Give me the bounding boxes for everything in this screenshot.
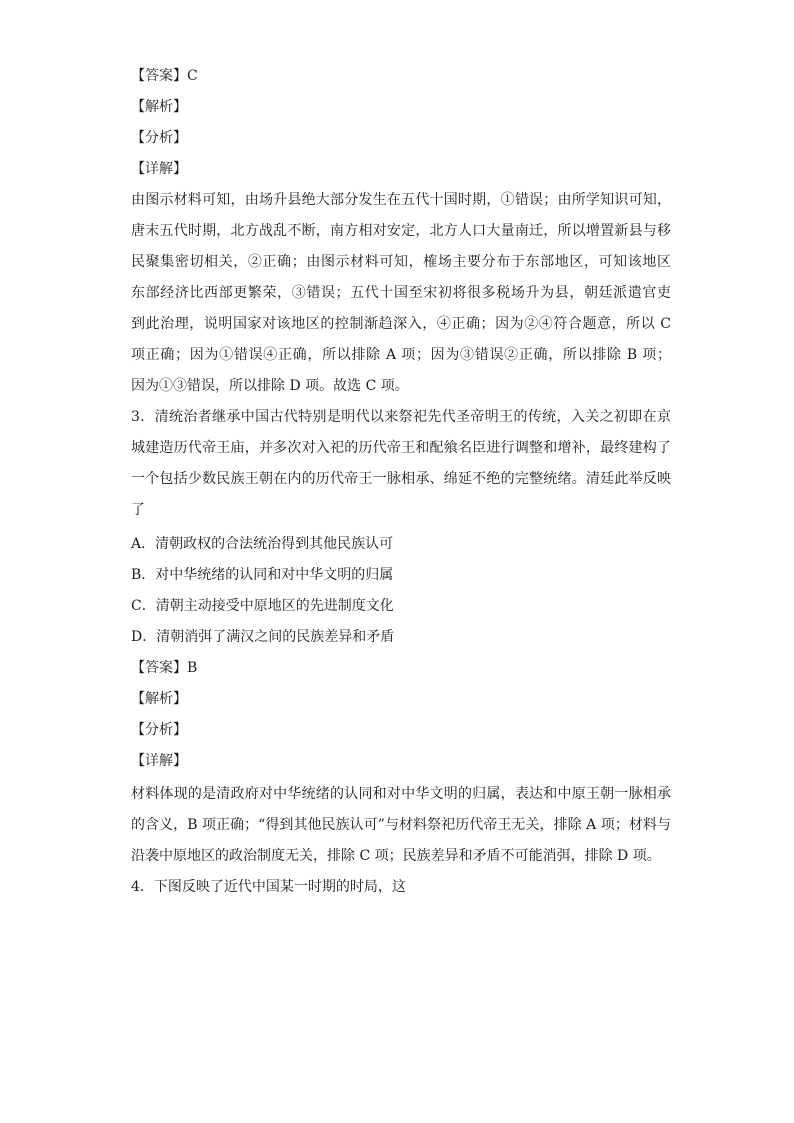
q3-fenxi-tag: 【分析】 [131,722,187,738]
q3-answer-tag: 【答案】B [131,660,198,676]
q2-detail-line: 唐末五代时期，北方战乱不断，南方相对安定，北方人口大量南迁，所以增置新县与移 [131,223,671,239]
q2-detail-line: 因为①③错误，所以排除 D 项。故选 C 项。 [131,378,409,394]
q2-detail-line: 民聚集密切相关，②正确；由图示材料可知，榷场主要分布于东部地区，可知该地区 [131,254,671,270]
q2-detail-line: 项正确；因为①错误④正确，所以排除 A 项；因为③错误②正确，所以排除 B 项； [131,347,671,363]
q2-analysis-tag: 【解析】 [131,99,187,115]
q2-answer-tag: 【答案】C [131,68,198,84]
q2-detail-line: 东部经济比西部更繁荣，③错误；五代十国至宋初将很多税场升为县，朝廷派遣官吏 [131,285,671,301]
q3-detail-line: 材料体现的是清政府对中华统绪的认同和对中华文明的归属，表达和中原王朝一脉相承 [131,786,671,802]
q3-option-c: C．清朝主动接受中原地区的先进制度文化 [131,598,394,614]
q2-detail-line: 由图示材料可知，由场升县绝大部分发生在五代十国时期，①错误；由所学知识可知， [131,192,671,208]
q3-detail-line: 沿袭中原地区的政治制度无关，排除 C 项；民族差异和矛盾不可能消弭，排除 D 项。 [131,848,661,864]
q3-analysis-tag: 【解析】 [131,691,187,707]
q3-detail-line: 的含义，B 项正确；“得到其他民族认可”与材料祭祀历代帝王无关，排除 A 项；材料与 [131,817,671,833]
q3-stem-line: 城建造历代帝王庙，并多次对入祀的历代帝王和配飨名臣进行调整和增补，最终建构了 [131,440,671,456]
q3-stem-line: 3．清统治者继承中国古代特别是明代以来祭祀先代圣帝明王的传统，入关之初即在京 [131,409,671,425]
q3-option-d: D．清朝消弭了满汉之间的民族差异和矛盾 [131,629,395,645]
q3-stem-line: 一个包括少数民族王朝在内的历代帝王一脉相承、绵延不绝的完整统绪。清廷此举反映 [131,471,671,487]
q3-stem-line: 了 [131,502,145,518]
q2-detail-tag: 【详解】 [131,161,187,177]
q3-option-a: A．清朝政权的合法统治得到其他民族认可 [131,536,394,552]
q3-option-b: B．对中华统绪的认同和对中华文明的归属 [131,567,394,583]
q4-stem-line: 4．下图反映了近代中国某一时期的时局，这 [131,879,406,895]
q2-fenxi-tag: 【分析】 [131,130,187,146]
q2-detail-line: 到此治理，说明国家对该地区的控制渐趋深入，④正确；因为②④符合题意，所以 C [131,316,671,332]
q3-detail-tag: 【详解】 [131,753,187,769]
